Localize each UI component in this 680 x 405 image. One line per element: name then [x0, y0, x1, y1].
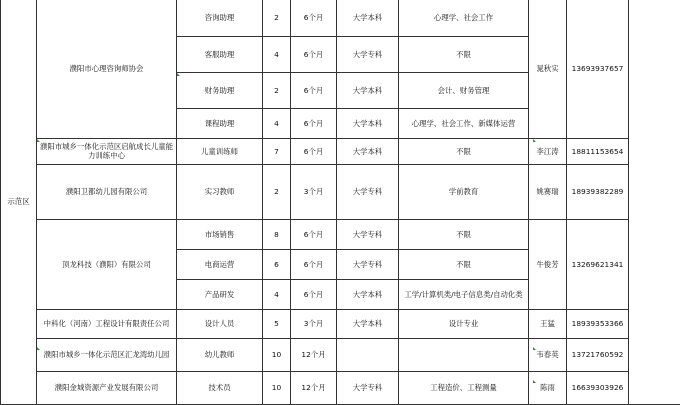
major-cell: 学前教育: [399, 164, 529, 219]
position-cell: 幼儿教师: [177, 338, 263, 371]
count-cell: 2: [263, 164, 291, 219]
education-cell: 大学专科: [337, 164, 399, 219]
position-cell: 设计人员: [177, 309, 263, 338]
education-cell: 大学本科: [337, 108, 399, 138]
count-cell: 10: [263, 371, 291, 404]
org-cell: 濮阳市城乡一体化示范区汇龙湾幼儿园: [37, 338, 177, 371]
org-cell: 顶龙科技（濮阳）有限公司: [37, 219, 177, 309]
education-cell: 大学本科: [337, 72, 399, 108]
major-cell: 设计专业: [399, 309, 529, 338]
major-cell: 心理学、社会工作、新媒体运营: [399, 108, 529, 138]
major-cell: 工学/计算机类/电子信息类/自动化类: [399, 279, 529, 309]
position-cell: 技术员: [177, 371, 263, 404]
major-cell: 不限: [399, 36, 529, 72]
cell-marker: [37, 347, 40, 350]
table-row: [1, 309, 680, 338]
org-cell: 濮阳卫都幼儿园有限公司: [37, 164, 177, 219]
major-cell: 心理学、社会工作: [399, 0, 529, 36]
cell-marker: [533, 380, 536, 383]
cell-marker: [533, 347, 536, 350]
contact-cell: 韦春英: [529, 338, 567, 371]
count-cell: 8: [263, 219, 291, 249]
position-cell: 电商运营: [177, 249, 263, 279]
phone-cell: 13693937657: [567, 0, 629, 138]
contact-cell: 陈雨: [529, 371, 567, 404]
education-cell: 大学本科: [337, 309, 399, 338]
major-cell: 不限: [399, 138, 529, 164]
position-cell: 客服助理: [177, 36, 263, 72]
table-row: [1, 371, 680, 404]
count-cell: 4: [263, 108, 291, 138]
blank-cell: [629, 0, 680, 404]
position-cell: 实习教师: [177, 164, 263, 219]
duration-cell: 6个月: [291, 249, 337, 279]
count-cell: 7: [263, 138, 291, 164]
contact-cell: 晁秋实: [529, 0, 567, 138]
count-cell: 5: [263, 309, 291, 338]
table-row: [1, 0, 680, 36]
education-cell: 大学专科: [337, 371, 399, 404]
table-row: [1, 138, 680, 164]
cell-marker: [177, 73, 180, 76]
education-cell: 大学本科: [337, 279, 399, 309]
count-cell: 2: [263, 0, 291, 36]
duration-cell: 6个月: [291, 279, 337, 309]
major-cell: 会计、财务管理: [399, 72, 529, 108]
position-cell: 财务助理: [177, 72, 263, 108]
contact-cell: 李江涛: [529, 138, 567, 164]
major-cell: 不限: [399, 249, 529, 279]
duration-cell: 3个月: [291, 309, 337, 338]
region-cell: 示范区: [1, 0, 37, 404]
table-row: [1, 219, 680, 249]
duration-cell: 6个月: [291, 138, 337, 164]
major-cell: 不限: [399, 219, 529, 249]
phone-cell: 18939353366: [567, 309, 629, 338]
duration-cell: 6个月: [291, 36, 337, 72]
education-cell: 大学专科: [337, 249, 399, 279]
duration-cell: 6个月: [291, 108, 337, 138]
phone-cell: 16639303926: [567, 371, 629, 404]
duration-cell: 3个月: [291, 164, 337, 219]
phone-cell: 13721760592: [567, 338, 629, 371]
duration-cell: 12个月: [291, 371, 337, 404]
cell-marker: [37, 139, 40, 142]
position-cell: 市场销售: [177, 219, 263, 249]
count-cell: 4: [263, 279, 291, 309]
count-cell: 6: [263, 249, 291, 279]
org-cell: 濮阳金城资源产业发展有限公司: [37, 371, 177, 404]
phone-cell: 18811153654: [567, 138, 629, 164]
education-cell: 大学本科: [337, 0, 399, 36]
education-cell: [337, 338, 399, 371]
count-cell: 2: [263, 72, 291, 108]
duration-cell: 6个月: [291, 0, 337, 36]
count-cell: 10: [263, 338, 291, 371]
education-cell: 大学专科: [337, 219, 399, 249]
phone-cell: 13269621341: [567, 219, 629, 309]
position-cell: 课程助理: [177, 108, 263, 138]
position-cell: 儿童训练师: [177, 138, 263, 164]
position-cell: 咨询助理: [177, 0, 263, 36]
major-cell: 工程造价、工程测量: [399, 371, 529, 404]
duration-cell: 6个月: [291, 72, 337, 108]
education-cell: 大学本科: [337, 138, 399, 164]
contact-cell: 王猛: [529, 309, 567, 338]
table-row: [1, 164, 680, 219]
education-cell: 大学专科: [337, 36, 399, 72]
org-cell: 濮阳市城乡一体化示范区启航成长儿童能力训练中心: [37, 138, 177, 164]
count-cell: 4: [263, 36, 291, 72]
duration-cell: 12个月: [291, 338, 337, 371]
org-cell: 中科化（河南）工程设计有限责任公司: [37, 309, 177, 338]
major-cell: [399, 338, 529, 371]
table-row: [1, 338, 680, 371]
cell-marker: [533, 139, 536, 142]
contact-cell: 牛俊芳: [529, 219, 567, 309]
org-cell: 濮阳市心理咨询师协会: [37, 0, 177, 138]
position-cell: 产品研发: [177, 279, 263, 309]
phone-cell: 18939382289: [567, 164, 629, 219]
contact-cell: 姚赛瑞: [529, 164, 567, 219]
duration-cell: 6个月: [291, 219, 337, 249]
